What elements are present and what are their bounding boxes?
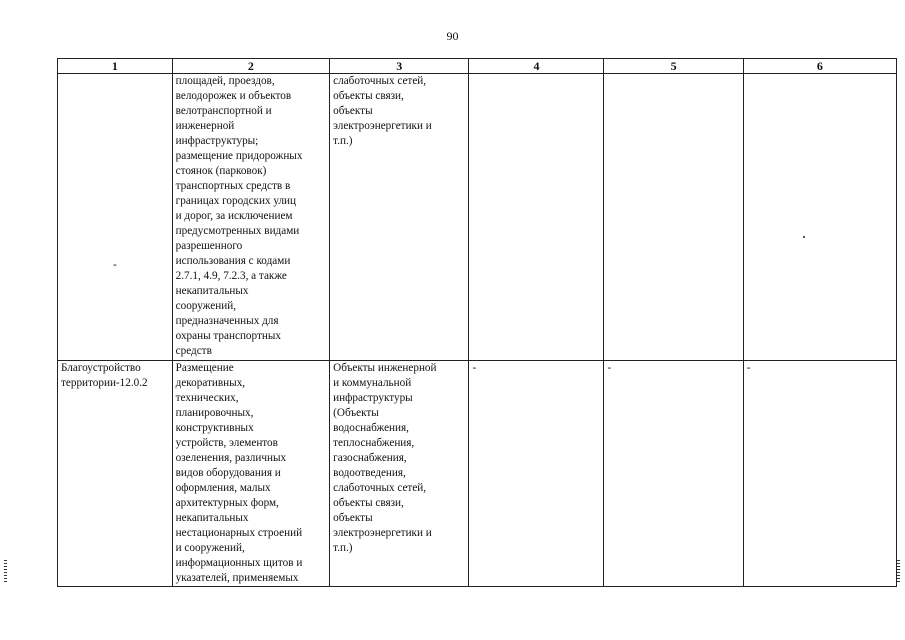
page-number: 90 bbox=[446, 29, 459, 43]
cell-r2-c5: - bbox=[604, 361, 743, 587]
cell-r1-c5 bbox=[604, 74, 743, 361]
cell-r1-c6 bbox=[743, 74, 896, 361]
header-row bbox=[58, 59, 897, 74]
cell-r1-c1-mark: - bbox=[112, 259, 117, 271]
cell-r2-c3: Объекты инженерной и коммунальной инфраструктуры (Объекты водоснабжения, теплоснабжения, газоснабжения, водоотведения, слаботочных сетей, объекты связи, объекты электроэнергетики и т.п.) bbox=[330, 361, 469, 587]
cell-r2-c1: Благоустройство территории-12.0.2 bbox=[58, 361, 173, 587]
header-col-1: 1 bbox=[58, 59, 173, 74]
scan-edge-mark-left bbox=[4, 560, 7, 582]
table-row-landscaping bbox=[58, 361, 897, 587]
scan-speck bbox=[803, 236, 805, 238]
cell-r1-c4 bbox=[469, 74, 604, 361]
header-col-3: 3 bbox=[330, 59, 469, 74]
cell-r2-c4: - bbox=[469, 361, 604, 587]
scan-edge-mark-right bbox=[897, 560, 900, 582]
cell-r2-c2: Размещение декоративных, технических, планировочных, конструктивных устройств, элементов озеленения, различных видов оборудования и оформления, малых архитектурных форм, некапитальных нестационарных строений и сооружений, информационных щитов и указателей, применяемых bbox=[172, 361, 330, 587]
cell-r1-c1 bbox=[58, 74, 173, 361]
cell-r2-c6: - bbox=[743, 361, 896, 587]
header-col-2: 2 bbox=[172, 59, 330, 74]
table-row-continued bbox=[58, 74, 897, 361]
header-col-6: 6 bbox=[743, 59, 896, 74]
cell-r1-c2: площадей, проездов, велодорожек и объектов велотранспортной и инженерной инфраструктуры; размещение придорожных стоянок (парковок) транспортных средств в границах городских улиц и дорог, за исключением предусмотренных видами разрешенного использования с кодами 2.7.1, 4.9, 7.2.3, а также некапитальных сооружений, предназначенных для охраны транспортных средств bbox=[172, 74, 330, 361]
header-col-4: 4 bbox=[469, 59, 604, 74]
header-col-5: 5 bbox=[604, 59, 743, 74]
cell-r1-c3: слаботочных сетей, объекты связи, объекты электроэнергетики и т.п.) bbox=[330, 74, 469, 361]
land-use-table bbox=[57, 58, 897, 587]
